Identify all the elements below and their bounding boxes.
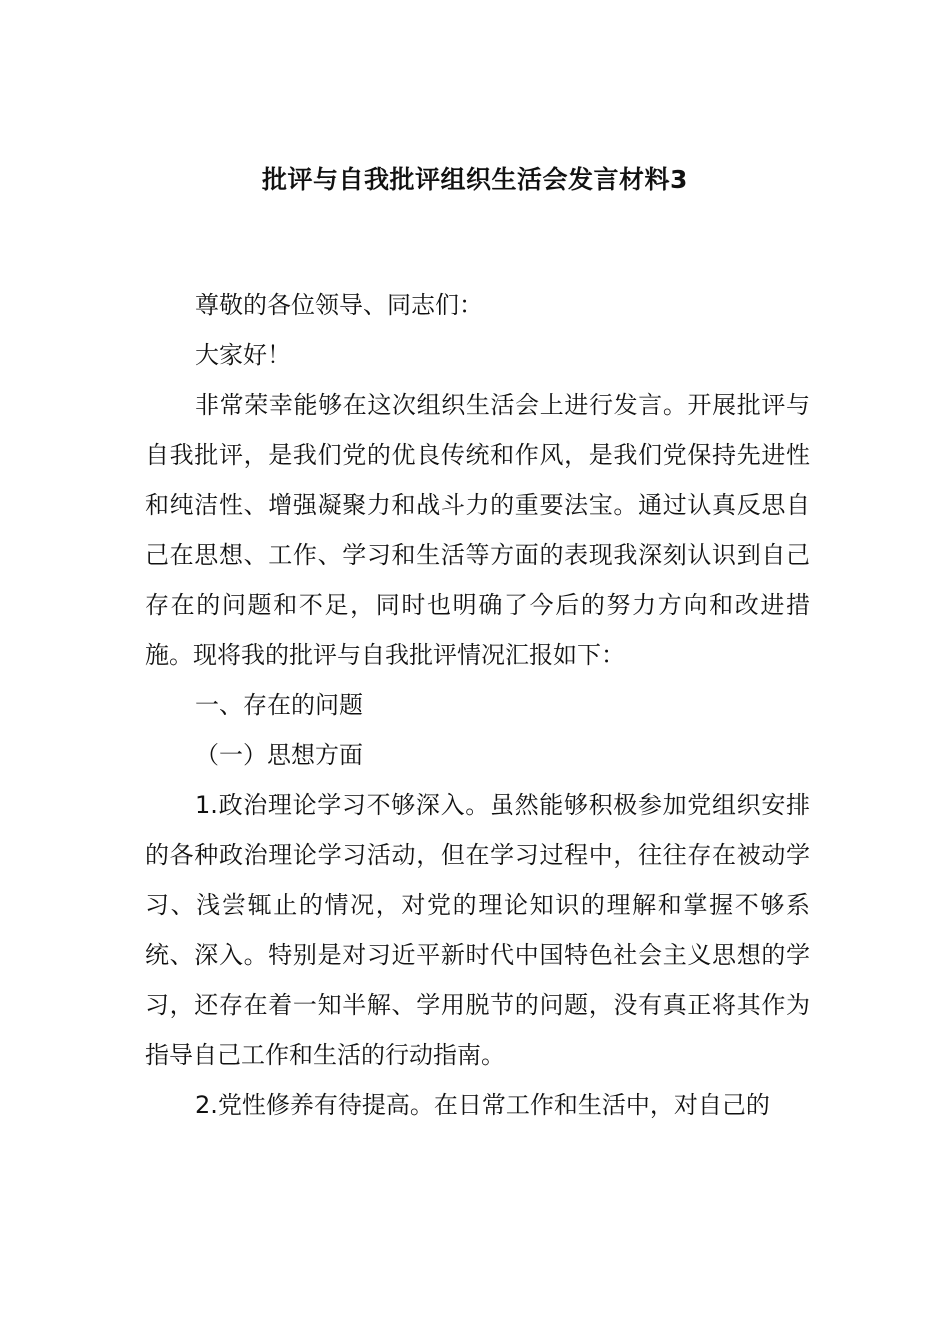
subsection-heading: （一）思想方面	[195, 741, 363, 769]
document-title: 批评与自我批评组织生活会发言材料3	[262, 165, 688, 194]
item-paragraph: 2.党性修养有待提高。在日常工作和生活中，对自己的	[195, 1091, 770, 1119]
greeting-paragraph: 大家好！	[195, 341, 291, 369]
section-heading: 一、存在的问题	[195, 691, 363, 719]
salutation-paragraph: 尊敬的各位领导、同志们：	[195, 291, 483, 319]
intro-paragraph: 非常荣幸能够在这次组织生活会上进行发言。开展批评与自我批评，是我们党的优良传统和作风，是我们党保持先进性和纯洁性、增强凝聚力和战斗力的重要法宝。通过认真反思自己在思想、工作、学习和生活等方面的表现我深刻认识到自己存在的问题和不足，同时也明确了今后的努力方向和改进措施。现将我的批评与自我批评情况汇报如下：	[145, 391, 810, 669]
document-body	[145, 280, 810, 1130]
item-paragraph: 1.政治理论学习不够深入。虽然能够积极参加党组织安排的各种政治理论学习活动，但在学习过程中，往往存在被动学习、浅尝辄止的情况，对党的理论知识的理解和掌握不够系统、深入。特别是对习近平新时代中国特色社会主义思想的学习，还存在着一知半解、学用脱节的问题，没有真正将其作为指导自己工作和生活的行动指南。	[145, 791, 810, 1069]
